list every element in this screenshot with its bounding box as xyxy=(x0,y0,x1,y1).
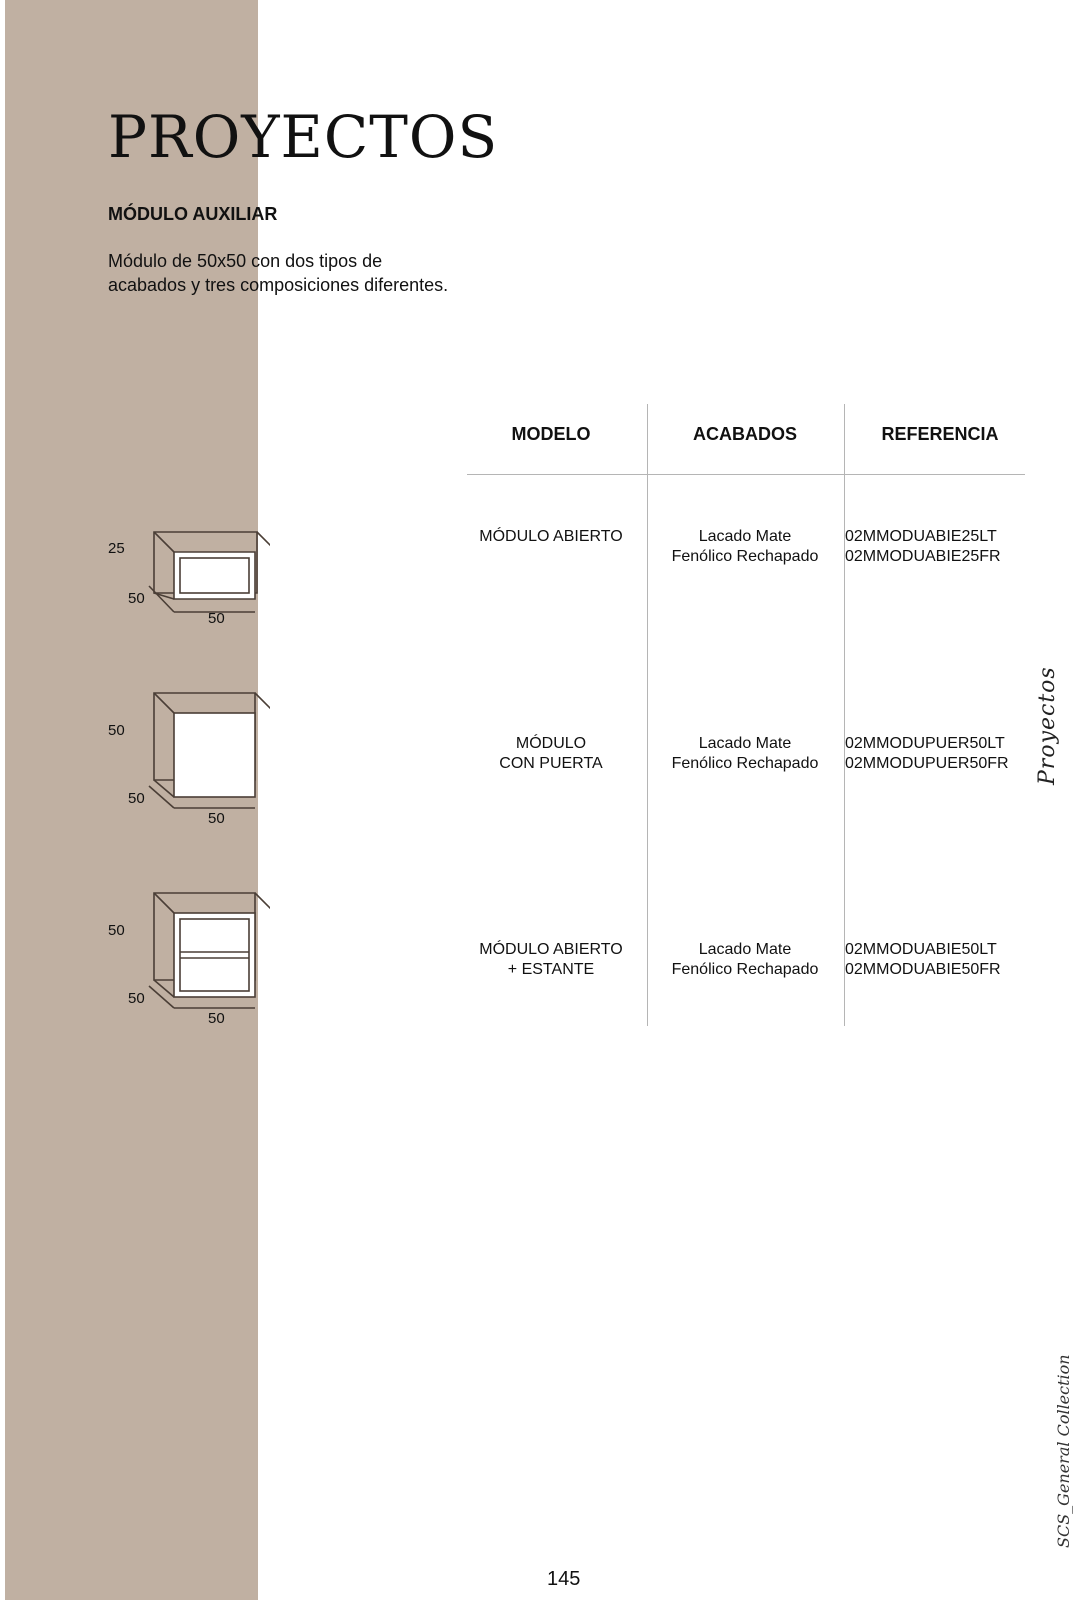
referencia-line: 02MMODUABIE50LT xyxy=(845,941,997,958)
shelf-module-drawing-icon xyxy=(100,880,270,1040)
modelo-line: MÓDULO ABIERTO xyxy=(479,528,623,545)
section-side-label: Proyectos xyxy=(1035,666,1060,785)
dimension-height: 25 xyxy=(108,540,125,557)
module-drawing-row-2 xyxy=(100,680,270,840)
page-number: 145 xyxy=(547,1568,581,1590)
modelo-line: + ESTANTE xyxy=(507,961,595,978)
row-1-modelo xyxy=(467,527,635,547)
dimension-depth: 50 xyxy=(128,590,145,607)
column-divider xyxy=(647,404,648,1026)
open-module-drawing-icon xyxy=(100,520,270,680)
dimension-width: 50 xyxy=(208,610,225,627)
description-line: acabados y tres composiciones diferentes. xyxy=(108,275,449,295)
row-3-modelo xyxy=(467,940,635,980)
description-line: Módulo de 50x50 con dos tipos de xyxy=(108,251,383,271)
modelo-line: CON PUERTA xyxy=(499,755,603,772)
column-divider xyxy=(844,404,845,1026)
modelo-line: MÓDULO ABIERTO xyxy=(479,941,623,958)
referencia-line: 02MMODUABIE50FR xyxy=(845,961,1001,978)
dimension-height: 50 xyxy=(108,722,125,739)
page-title: PROYECTOS xyxy=(108,103,499,171)
module-drawing-row-3 xyxy=(100,880,270,1040)
row-1-referencia xyxy=(845,527,1035,567)
referencia-line: 02MMODUPUER50LT xyxy=(845,735,1005,752)
description xyxy=(108,249,448,297)
header-modelo: MODELO xyxy=(511,424,591,444)
row-2-referencia xyxy=(845,734,1035,774)
collection-label: SCS_General Collection xyxy=(1054,1354,1073,1548)
row-1-acabados xyxy=(648,527,842,567)
row-3-acabados xyxy=(648,940,842,980)
section-subtitle: MÓDULO AUXILIAR xyxy=(108,204,278,224)
modelo-line: MÓDULO xyxy=(515,735,587,752)
door-module-drawing-icon xyxy=(100,680,270,840)
dimension-width: 50 xyxy=(208,810,225,827)
module-drawing-row-1 xyxy=(100,520,270,680)
acabado-line: Lacado Mate xyxy=(698,941,792,958)
referencia-line: 02MMODUPUER50FR xyxy=(845,755,1009,772)
header-divider xyxy=(467,474,1025,475)
acabado-line: Lacado Mate xyxy=(698,528,792,545)
acabado-line: Fenólico Rechapado xyxy=(671,755,819,772)
dimension-height: 50 xyxy=(108,922,125,939)
acabado-line: Fenólico Rechapado xyxy=(671,961,819,978)
header-acabados: ACABADOS xyxy=(692,424,797,444)
row-2-acabados xyxy=(648,734,842,774)
acabado-line: Fenólico Rechapado xyxy=(671,548,819,565)
referencia-line: 02MMODUABIE25FR xyxy=(845,548,1001,565)
dimension-depth: 50 xyxy=(128,990,145,1007)
row-2-modelo xyxy=(467,734,635,774)
dimension-depth: 50 xyxy=(128,790,145,807)
referencia-line: 02MMODUABIE25LT xyxy=(845,528,997,545)
acabado-line: Lacado Mate xyxy=(698,735,792,752)
row-3-referencia xyxy=(845,940,1035,980)
dimension-width: 50 xyxy=(208,1010,225,1027)
header-referencia: REFERENCIA xyxy=(881,424,999,444)
